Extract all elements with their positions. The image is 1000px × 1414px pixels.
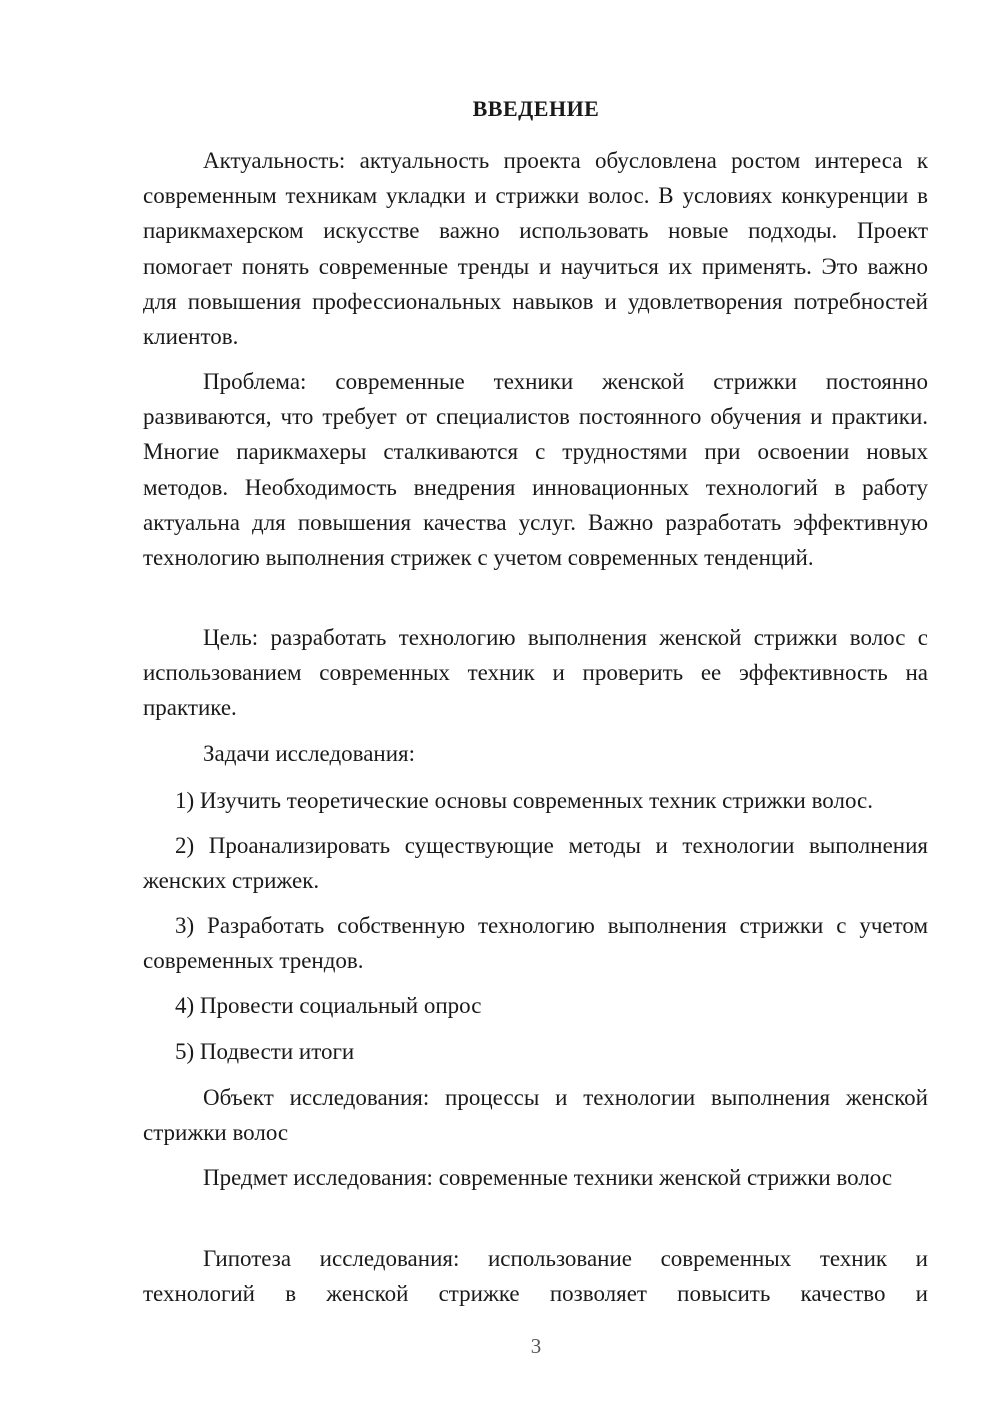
task-item-3: 3) Разработать собственную технологию выполнения стрижки с учетом современных трендов. <box>143 913 928 974</box>
page-number: 3 <box>530 1334 542 1358</box>
paragraph-goal: Цель: разработать технологию выполнения женской стрижки волос с использованием современных техник и проверить ее эффективность на практике. <box>143 625 928 721</box>
task-item-2: 2) Проанализировать существующие методы и технологии выполнения женских стрижек. <box>143 833 928 894</box>
paragraph-subject: Предмет исследования: современные техники женской стрижки волос <box>203 1165 893 1190</box>
paragraph-object: Объект исследования: процессы и технологии выполнения женской стрижки волос <box>143 1085 928 1146</box>
paragraph-problem: Проблема: современные техники женской стрижки постоянно развиваются, что требует от специалистов постоянного обучения и практики. Многие парикмахеры сталкиваются с трудностями при освоении новых методов. Необходимость внедрения инновационных технологий в работу актуальна для повышения качества услуг. Важно разработать эффективную технологию выполнения стрижек с учетом современных тенденций. <box>143 369 928 571</box>
paragraph-hypothesis: Гипотеза исследования: использование современных техник и технологий в женской стрижке позволяет повысить качество и <box>143 1246 928 1307</box>
task-item-1: 1) Изучить теоретические основы современных техник стрижки волос. <box>175 788 874 813</box>
task-item-4: 4) Провести социальный опрос <box>175 993 482 1018</box>
task-item-5: 5) Подвести итоги <box>175 1039 355 1064</box>
paragraph-relevance: Актуальность: актуальность проекта обусловлена ростом интереса к современным техникам укладки и стрижки волос. В условиях конкуренции в парикмахерском искусстве важно использовать новые подходы. Проект помогает понять современные тренды и научиться их применять. Это важно для повышения профессиональных навыков и удовлетворения потребностей клиентов. <box>143 148 928 350</box>
page-title: ВВЕДЕНИЕ <box>472 96 600 121</box>
tasks-heading: Задачи исследования: <box>203 741 416 766</box>
